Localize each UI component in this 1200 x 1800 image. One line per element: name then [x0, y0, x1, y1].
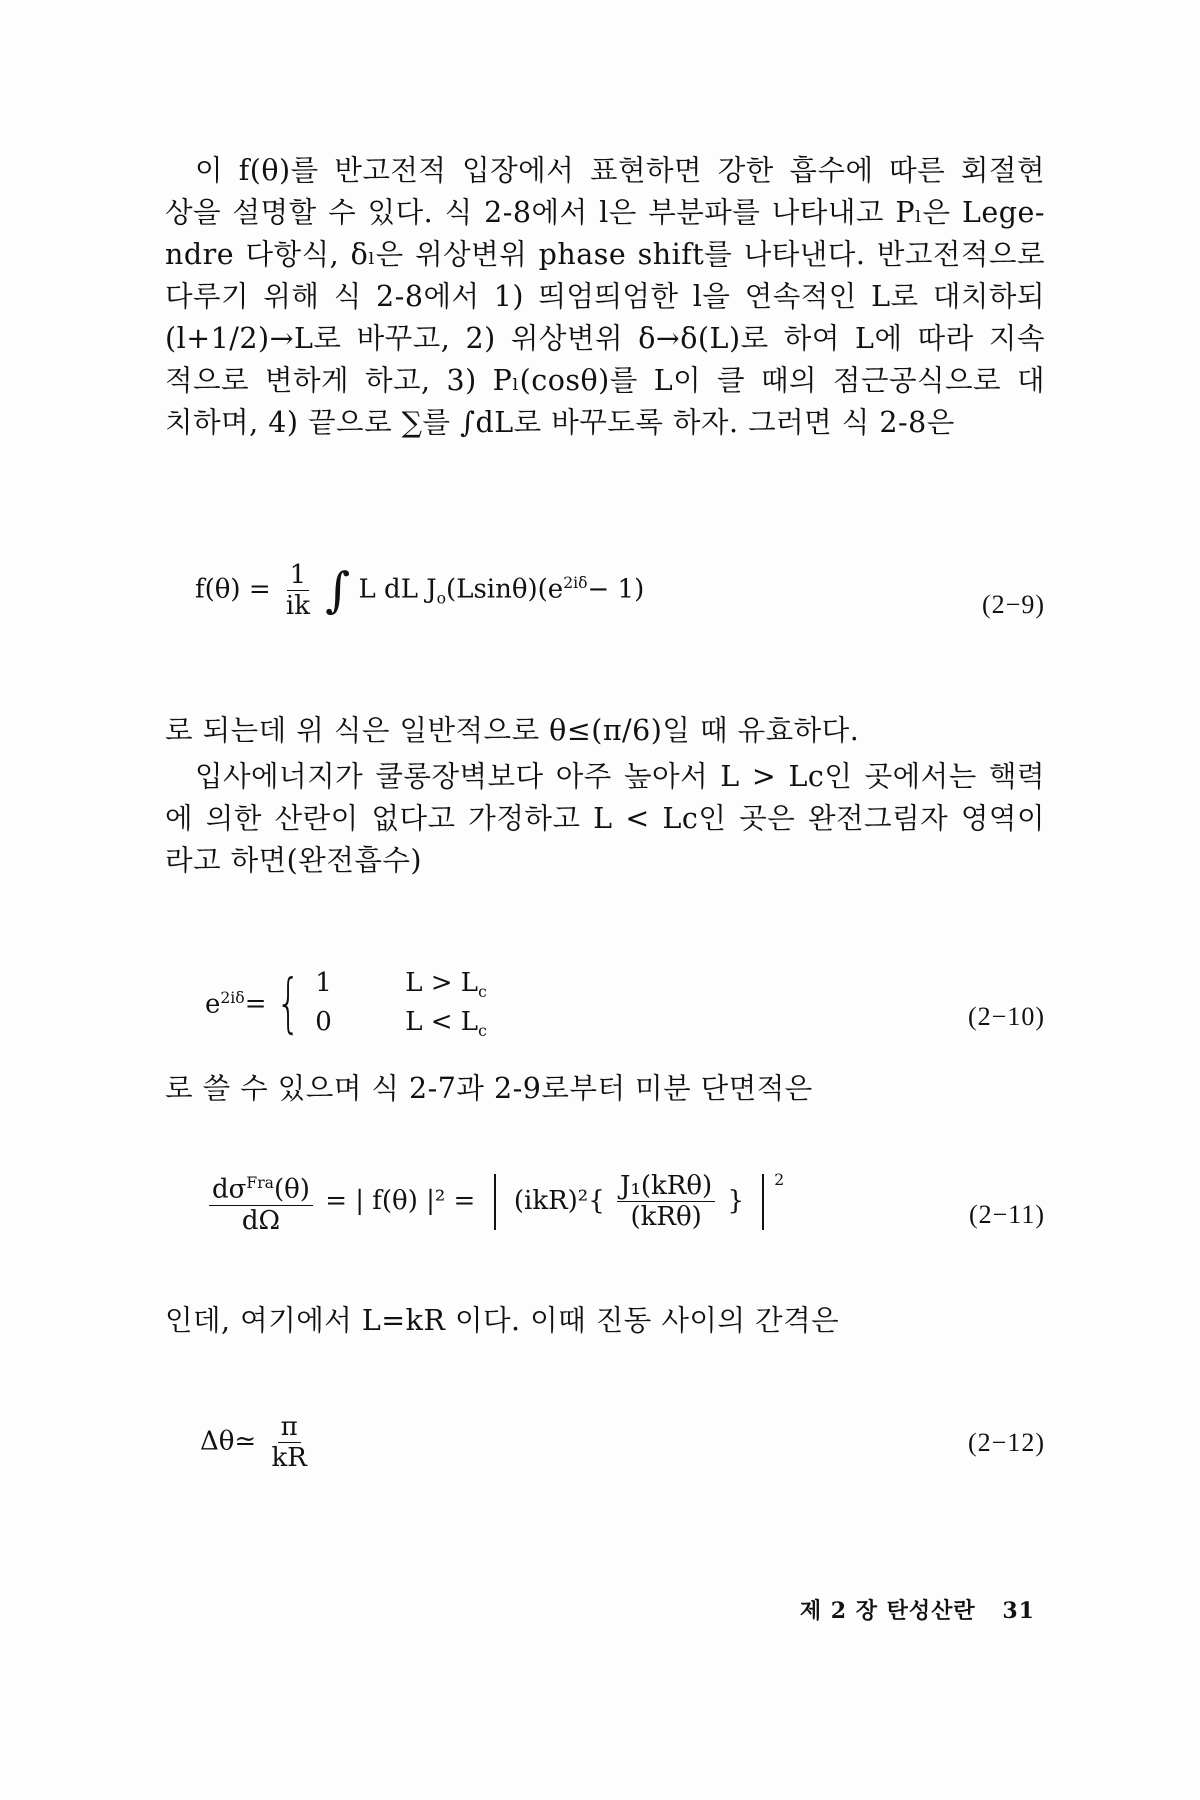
- condition-text: L > L: [405, 968, 479, 998]
- eq-superscript: 2iδ: [563, 573, 588, 592]
- fraction-denominator: kR: [271, 1443, 307, 1473]
- paragraph-assumption: [165, 756, 1045, 882]
- eq-subscript: c: [478, 1022, 487, 1041]
- eq-fraction: [268, 1412, 309, 1473]
- paragraph-line: 이 f(θ)를 반고전적 입장에서 표현하면 강한 흡수에 따른 회절현: [195, 154, 1045, 187]
- eq-fraction: [209, 1168, 313, 1236]
- equation-number: (2−12): [968, 1428, 1045, 1457]
- piecewise-expression: [205, 968, 545, 1040]
- paragraph-line: 로 되는데 위 식은 일반적으로 θ≤(π/6)일 때 유효하다.: [165, 714, 860, 747]
- paragraph-line: 에 의한 산란이 없다고 가정하고 L < Lc인 곳은 완전그림자 영역이: [165, 802, 1045, 835]
- eq-lhs: Δθ≃: [200, 1426, 257, 1457]
- paragraph-line: 인데, 여기에서 L=kR 이다. 이때 진동 사이의 간격은: [165, 1304, 840, 1337]
- paragraph-line: 라고 하면(완전흡수): [165, 844, 423, 877]
- equation-2-10: [205, 968, 545, 1040]
- paragraph-differential: [165, 1068, 1045, 1110]
- numerator-text: (θ): [273, 1174, 310, 1205]
- paragraph-spacing: [165, 1300, 1045, 1342]
- chapter-title: 제 2 장 탄성산란: [799, 1598, 976, 1624]
- eq-inner-fraction: [617, 1171, 715, 1232]
- eq-lhs: f(θ) =: [195, 574, 271, 605]
- equation-2-12: [200, 1412, 314, 1473]
- page-number: 31: [1002, 1598, 1035, 1624]
- equation-number: (2−9): [982, 590, 1045, 619]
- eq-subscript: o: [436, 589, 447, 608]
- case-value: 0: [315, 1007, 332, 1038]
- eq-fraction: [283, 560, 313, 621]
- fraction-numerator: 1: [287, 560, 310, 591]
- integral-symbol: ∫: [325, 562, 351, 619]
- equation-2-9: [195, 560, 644, 621]
- paragraph-line: 다루기 위해 식 2-8에서 1) 띄엄띄엄한 l을 연속적인 L로 대치하되: [165, 280, 1045, 313]
- paragraph-line: 치하며, 4) 끝으로 ∑를 ∫dL로 바꾸도록 하자. 그러면 식 2-8은: [165, 406, 955, 439]
- paragraph-line: (l+1/2)→L로 바꾸고, 2) 위상변위 δ→δ(L)로 하여 L에 따라 지속: [165, 322, 1045, 355]
- eq-superscript: Fra: [246, 1174, 274, 1192]
- equation-number: (2−11): [968, 1200, 1045, 1229]
- eq-subscript: c: [478, 983, 487, 1002]
- paragraph-line: 적으로 변하게 하고, 3) Pₗ(cosθ)를 L이 클 때의 점근공식으로 대: [165, 364, 1045, 397]
- fraction-denominator: ik: [285, 591, 310, 621]
- eq-middle: = | f(θ) |² =: [325, 1185, 476, 1216]
- eq-body: L dL J: [358, 574, 437, 605]
- fraction-denominator: dΩ: [241, 1205, 281, 1236]
- numerator-text: dσ: [212, 1174, 247, 1205]
- eq-superscript: 2: [774, 1170, 785, 1189]
- abs-bar-left: [494, 1174, 496, 1230]
- fraction-denominator: (kRθ): [630, 1202, 702, 1233]
- left-brace-icon: {: [276, 967, 302, 1042]
- equation-2-11: [205, 1168, 784, 1236]
- eq-inner: }: [727, 1185, 744, 1216]
- eq-base: e: [205, 989, 221, 1020]
- eq-body: (Lsinθ)(e: [446, 574, 564, 605]
- case-condition: [405, 968, 545, 1001]
- fraction-numerator: [209, 1168, 313, 1206]
- eq-equals: =: [244, 989, 267, 1020]
- paragraph-line: 상을 설명할 수 있다. 식 2-8에서 l은 부분파를 나타내고 Pₗ은 Lege-: [165, 196, 1045, 229]
- page-footer: [800, 1594, 1035, 1625]
- case-value: 1: [315, 968, 332, 998]
- eq-body: − 1): [587, 574, 645, 605]
- eq-superscript: 2iδ: [220, 988, 245, 1007]
- paragraph-line: ndre 다항식, δₗ은 위상변위 phase shift를 나타낸다. 반고전적으로: [165, 238, 1045, 271]
- paragraph-intro: [165, 150, 1045, 444]
- paragraph-line: 입사에너지가 쿨롱장벽보다 아주 높아서 L > Lc인 곳에서는 핵력: [195, 760, 1045, 793]
- fraction-numerator: J₁(kRθ): [617, 1171, 715, 1202]
- eq-inner: (ikR)²{: [513, 1185, 605, 1216]
- eq-lhs: [205, 989, 245, 1020]
- equation-number: (2−10): [968, 1002, 1045, 1031]
- cases-grid: [315, 968, 545, 1040]
- condition-text: L < L: [405, 1007, 479, 1038]
- paragraph-validity: [165, 710, 1045, 752]
- case-condition: [405, 1007, 545, 1040]
- fraction-numerator: π: [278, 1412, 301, 1443]
- paragraph-line: 로 쓸 수 있으며 식 2-7과 2-9로부터 미분 단면적은: [165, 1072, 813, 1105]
- abs-bar-right: [762, 1174, 764, 1230]
